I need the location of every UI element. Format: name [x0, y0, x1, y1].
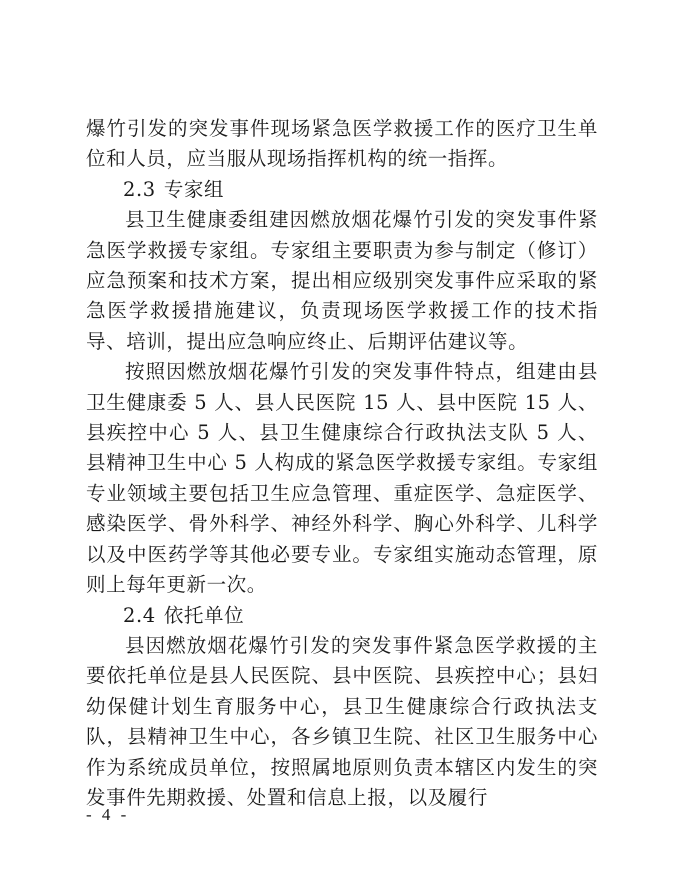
- paragraph-expert-group-duties: 县卫生健康委组建因燃放烟花爆竹引发的突发事件紧急医学救援专家组。专家组主要职责为参与制定（修订）应急预案和技术方案，提出相应级别突发事件应采取的紧急医学救援措施建议，负责现场医学救援工作的技术指导、培训，提出应急响应终止、后期评估建议等。: [86, 208, 598, 353]
- document-body: [86, 114, 598, 813]
- section-title: 依托单位: [163, 603, 245, 627]
- section-heading-2-4: [86, 601, 598, 631]
- section-title: 专家组: [163, 177, 225, 201]
- paragraph-supporting-units: 县因燃放烟花爆竹引发的突发事件紧急医学救援的主要依托单位是县人民医院、县中医院、县疾控中心；县妇幼保健计划生育服务中心，县卫生健康综合行政执法支队，县精神卫生中心，各乡镇卫生院、社区卫生服务中心作为系统成员单位，按照属地原则负责本辖区内发生的突发事件先期救援、处置和信息上报，以及履行: [86, 633, 598, 809]
- section-number: 2.3: [123, 177, 156, 201]
- section-number: 2.4: [123, 603, 156, 627]
- section-heading-2-3: [86, 175, 598, 205]
- paragraph-continuation: 爆竹引发的突发事件现场紧急医学救援工作的医疗卫生单位和人员，应当服从现场指挥机构的统一指挥。: [86, 117, 598, 171]
- page-number: - 4 -: [86, 805, 130, 824]
- paragraph-expert-group-composition: 按照因燃放烟花爆竹引发的突发事件特点，组建由县卫生健康委 5 人、县人民医院 15 人、县中医院 15 人、县疾控中心 5 人、县卫生健康综合行政执法支队 5 人、县精神卫生中心 5 人构成的紧急医学救援专家组。专家组专业领域主要包括卫生应急管理、重症医学、急症医学、感染医学、骨外科学、神经外科学、胸心外科学、儿科学以及中医药学等其他必要专业。专家组实施动态管理，原则上每年更新一次。: [86, 360, 598, 597]
